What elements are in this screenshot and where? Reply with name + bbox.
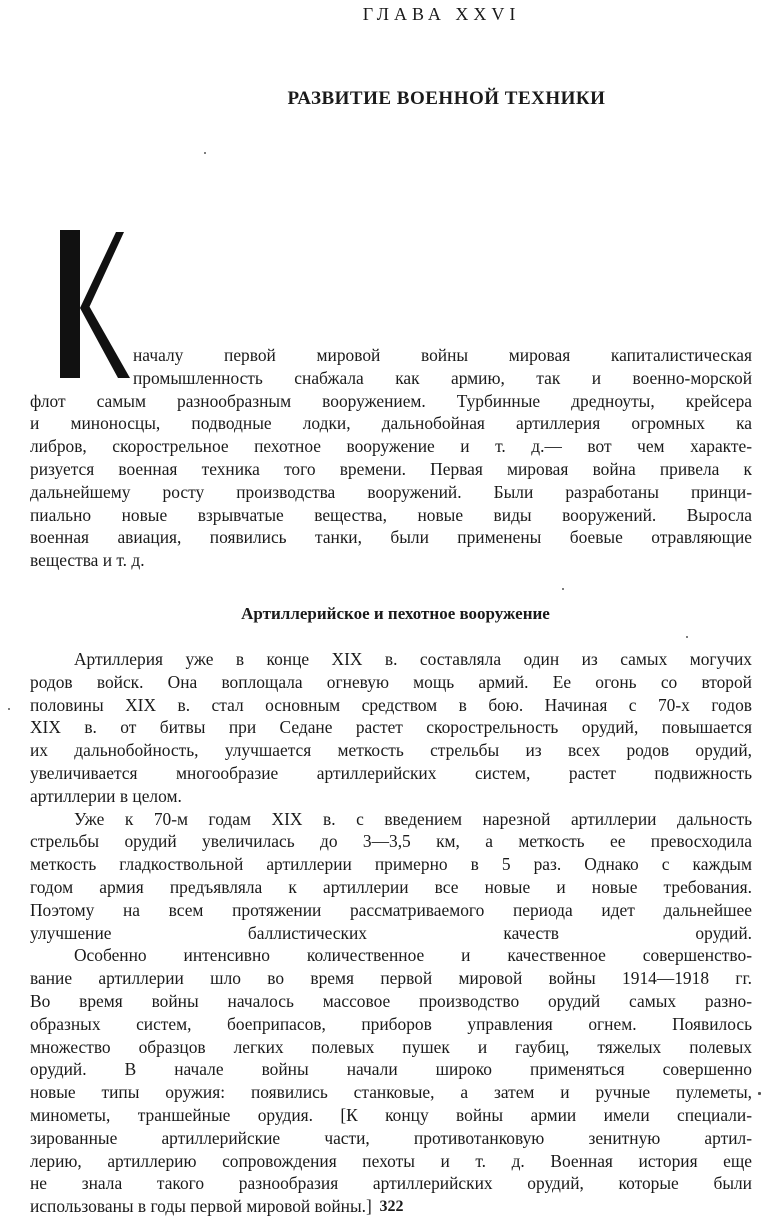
intro-paragraph — [30, 344, 752, 572]
body-line: использованы в годы первой мировой войны.] — [30, 1196, 372, 1217]
scan-speck — [686, 636, 688, 638]
intro-line: либров, скорострельное пехотное вооружение и т. д.— вот чем характе- — [30, 436, 752, 457]
body-line: Во время войны началось массовое производство орудий самых разно- — [30, 990, 752, 1011]
body-line: Особенно интенсивно количественное и качественное совершенство- — [74, 945, 752, 966]
body-line: минометы, траншейные орудия. [К концу войны армии имели специали- — [30, 1104, 752, 1125]
intro-line: дальнейшему росту производства вооружений. Были разработаны принци- — [30, 481, 752, 502]
intro-line: началу первой мировой войны мировая капиталистическая — [133, 345, 752, 365]
body-line: новые типы оружия: появились станковые, а затем и ручные пулеметы, — [30, 1082, 752, 1103]
body-line: орудий. В начале войны начали широко применяться совершенно — [30, 1059, 752, 1080]
body-line: лерию, артиллерию сопровождения пехоты и т. д. Военная история еще — [30, 1150, 752, 1171]
intro-line: ризуется военная техника того времени. Первая мировая война привела к — [30, 458, 752, 479]
section-body — [30, 648, 752, 1218]
body-line: не знала такого разнообразия артиллерийских орудий, которые были — [30, 1173, 752, 1194]
intro-line: промышленность снабжала как армию, так и военно-морской — [133, 367, 752, 388]
scan-speck — [204, 152, 206, 154]
intro-line: военная авиация, появились танки, были применены боевые отравляющие — [30, 527, 752, 548]
body-line: стрельбы орудий увеличилась до 3—3,5 км, а меткость ее превосходила — [30, 831, 752, 852]
body-line: Поэтому на всем протяжении рассматриваемого периода идет дальнейшее — [30, 899, 752, 920]
body-line: образных систем, боеприпасов, приборов управления огнем. Появилось — [30, 1013, 752, 1034]
intro-line: и миноносцы, подводные лодки, дальнобойная артиллерия огромных ка — [30, 413, 752, 434]
body-line: множество образцов легких полевых пушек и гаубиц, тяжелых полевых — [30, 1036, 752, 1057]
chapter-label: ГЛАВА XXVI — [362, 4, 521, 24]
section-heading: Артиллерийское и пехотное вооружение — [241, 604, 550, 623]
intro-line: пиально новые взрывчатые вещества, новые виды вооружений. Выросла — [30, 504, 752, 525]
intro-line: флот самым разнообразным вооружением. Турбинные дредноуты, крейсера — [30, 390, 752, 411]
chapter-title: РАЗВИТИЕ ВОЕННОЙ ТЕХНИКИ — [287, 88, 606, 109]
page-number: 322 — [379, 1198, 404, 1215]
body-line: увеличивается многообразие артиллерийских систем, растет подвижность — [30, 762, 752, 783]
scan-speck — [562, 588, 564, 590]
body-line: годом армия предъявляла к артиллерии все новые и новые требования. — [30, 876, 752, 897]
body-line: артиллерии в целом. — [30, 785, 182, 806]
scan-speck — [758, 1092, 761, 1095]
body-line: вание артиллерии шло во время первой мировой войны 1914—1918 гг. — [30, 968, 752, 989]
body-line: Артиллерия уже в конце XIX в. составляла один из самых могучих — [74, 649, 752, 669]
body-line: Уже к 70-м годам XIX в. с введением нарезной артиллерии дальность — [74, 808, 752, 829]
body-line: улучшение баллистических качеств орудий. — [30, 922, 752, 943]
body-line: зированные артиллерийские части, противотанковую зенитную артил- — [30, 1127, 752, 1148]
intro-line: вещества и т. д. — [30, 550, 145, 571]
body-line: их дальнобойность, улучшается меткость стрельбы из всех родов орудий, — [30, 740, 752, 761]
body-line: половины XIX в. стал основным средством в бою. Начиная с 70-х годов — [30, 694, 752, 715]
body-line: меткость гладкоствольной артиллерии примерно в 5 раз. Однако с каждым — [30, 854, 752, 875]
body-line: XIX в. от битвы при Седане растет скорострельность орудий, повышается — [30, 717, 752, 738]
scan-speck — [8, 708, 10, 710]
body-line: родов войск. Она воплощала огневую мощь армий. Ее огонь со второй — [30, 671, 752, 692]
